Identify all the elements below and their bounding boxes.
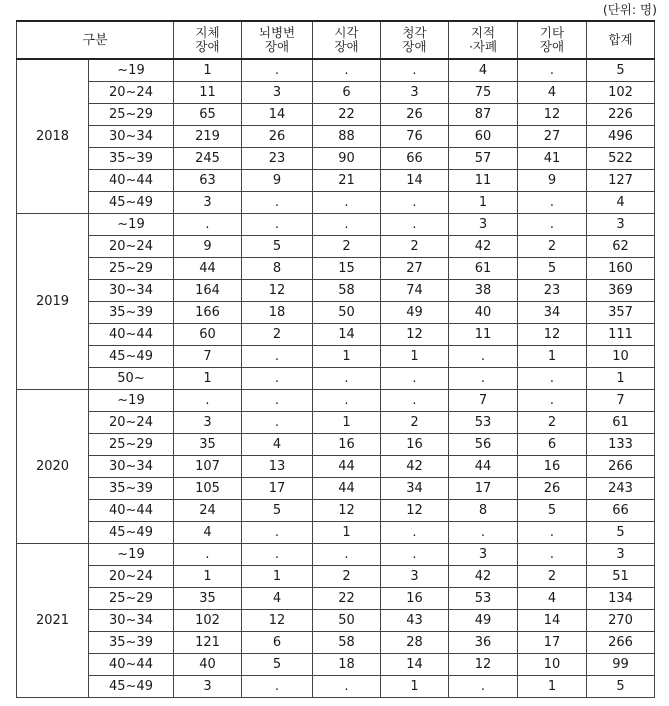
value-cell: 2 [518, 566, 587, 588]
header-column [449, 21, 518, 59]
table-row [17, 192, 655, 214]
value-cell: 50 [313, 610, 381, 632]
table-row [17, 390, 655, 412]
value-cell: 522 [587, 148, 655, 170]
age-cell: 25~29 [89, 434, 174, 456]
value-cell: 49 [381, 302, 449, 324]
value-cell: 14 [518, 610, 587, 632]
value-cell: 6 [518, 434, 587, 456]
value-cell: 3 [449, 214, 518, 236]
value-cell: 61 [449, 258, 518, 280]
value-cell: . [381, 368, 449, 390]
value-cell: 6 [242, 632, 313, 654]
header-column [242, 21, 313, 59]
value-cell: 24 [174, 500, 242, 522]
age-cell: 25~29 [89, 588, 174, 610]
value-cell: 134 [587, 588, 655, 610]
value-cell: 90 [313, 148, 381, 170]
table-row [17, 566, 655, 588]
value-cell: 107 [174, 456, 242, 478]
value-cell: 16 [518, 456, 587, 478]
value-cell: . [449, 522, 518, 544]
age-cell: 35~39 [89, 478, 174, 500]
table-row [17, 522, 655, 544]
value-cell: . [518, 390, 587, 412]
value-cell: 44 [174, 258, 242, 280]
table-row [17, 610, 655, 632]
value-cell: 26 [381, 104, 449, 126]
value-cell: 14 [381, 654, 449, 676]
value-cell: 357 [587, 302, 655, 324]
value-cell: 51 [587, 566, 655, 588]
value-cell: 34 [381, 478, 449, 500]
value-cell: 1 [518, 346, 587, 368]
value-cell: 5 [518, 258, 587, 280]
value-cell: . [174, 544, 242, 566]
table-row [17, 104, 655, 126]
value-cell: . [518, 214, 587, 236]
value-cell: 40 [449, 302, 518, 324]
table-row [17, 126, 655, 148]
value-cell: 1 [313, 412, 381, 434]
value-cell: 2 [313, 236, 381, 258]
header-column [174, 21, 242, 59]
age-cell: ~19 [89, 390, 174, 412]
value-cell: . [242, 59, 313, 82]
header-column-line2: 장애 [195, 39, 220, 54]
value-cell: 2 [381, 236, 449, 258]
value-cell: 15 [313, 258, 381, 280]
value-cell: 87 [449, 104, 518, 126]
table-row [17, 588, 655, 610]
age-cell: 45~49 [89, 346, 174, 368]
value-cell: 99 [587, 654, 655, 676]
table-row [17, 544, 655, 566]
value-cell: 4 [449, 59, 518, 82]
value-cell: 12 [518, 324, 587, 346]
disability-employment-table [16, 20, 655, 698]
table-row [17, 346, 655, 368]
value-cell: . [449, 676, 518, 698]
value-cell: 66 [381, 148, 449, 170]
value-cell: 1 [174, 566, 242, 588]
value-cell: . [381, 192, 449, 214]
value-cell: 75 [449, 82, 518, 104]
value-cell: 16 [381, 588, 449, 610]
value-cell: 1 [449, 192, 518, 214]
value-cell: . [174, 214, 242, 236]
value-cell: 2 [242, 324, 313, 346]
value-cell: 22 [313, 588, 381, 610]
value-cell: 1 [381, 346, 449, 368]
value-cell: 160 [587, 258, 655, 280]
age-cell: 30~34 [89, 456, 174, 478]
value-cell: 5 [242, 500, 313, 522]
table-row [17, 632, 655, 654]
value-cell: 56 [449, 434, 518, 456]
value-cell: 4 [242, 434, 313, 456]
value-cell: 5 [587, 59, 655, 82]
value-cell: . [242, 214, 313, 236]
value-cell: 26 [518, 478, 587, 500]
value-cell: 42 [449, 566, 518, 588]
header-group: 구분 [17, 21, 174, 59]
value-cell: 5 [518, 500, 587, 522]
value-cell: . [242, 676, 313, 698]
value-cell: 7 [587, 390, 655, 412]
value-cell: 5 [587, 676, 655, 698]
value-cell: 1 [242, 566, 313, 588]
value-cell: . [313, 192, 381, 214]
age-cell: ~19 [89, 59, 174, 82]
value-cell: 35 [174, 434, 242, 456]
value-cell: 4 [518, 82, 587, 104]
value-cell: 5 [242, 654, 313, 676]
value-cell: 121 [174, 632, 242, 654]
header-row [17, 21, 655, 59]
value-cell: 63 [174, 170, 242, 192]
table-header [17, 21, 655, 59]
value-cell: 11 [449, 324, 518, 346]
value-cell: 3 [174, 412, 242, 434]
header-column-line1: 합계 [608, 32, 633, 47]
age-cell: 40~44 [89, 654, 174, 676]
value-cell: 2 [518, 412, 587, 434]
value-cell: . [242, 412, 313, 434]
table-row [17, 478, 655, 500]
header-column-line2: 장애 [334, 39, 359, 54]
table-row [17, 170, 655, 192]
value-cell: 57 [449, 148, 518, 170]
value-cell: 12 [518, 104, 587, 126]
value-cell: 8 [242, 258, 313, 280]
value-cell: 53 [449, 412, 518, 434]
age-cell: 20~24 [89, 566, 174, 588]
value-cell: 17 [242, 478, 313, 500]
value-cell: 58 [313, 632, 381, 654]
header-column [313, 21, 381, 59]
value-cell: 1 [174, 59, 242, 82]
value-cell: 226 [587, 104, 655, 126]
value-cell: 4 [174, 522, 242, 544]
age-cell: 50~ [89, 368, 174, 390]
table-row [17, 258, 655, 280]
value-cell: . [449, 346, 518, 368]
header-column-line1: 기타 [539, 25, 565, 40]
table-row [17, 456, 655, 478]
age-cell: 45~49 [89, 192, 174, 214]
header-column-line2: 장애 [264, 39, 290, 54]
value-cell: 2 [518, 236, 587, 258]
value-cell: 14 [313, 324, 381, 346]
value-cell: 65 [174, 104, 242, 126]
value-cell: 58 [313, 280, 381, 302]
header-column-line1: 청각 [402, 25, 427, 40]
header-column-line2: 장애 [539, 39, 565, 54]
value-cell: 133 [587, 434, 655, 456]
header-column-line1: 시각 [334, 25, 359, 40]
value-cell: 17 [449, 478, 518, 500]
table-row [17, 676, 655, 698]
age-cell: 45~49 [89, 676, 174, 698]
value-cell: 1 [587, 368, 655, 390]
value-cell: 36 [449, 632, 518, 654]
value-cell: 42 [449, 236, 518, 258]
value-cell: 23 [518, 280, 587, 302]
age-cell: 20~24 [89, 412, 174, 434]
value-cell: 6 [313, 82, 381, 104]
value-cell: . [242, 522, 313, 544]
value-cell: 1 [174, 368, 242, 390]
age-cell: 35~39 [89, 302, 174, 324]
value-cell: . [313, 676, 381, 698]
value-cell: 16 [381, 434, 449, 456]
table-row [17, 236, 655, 258]
value-cell: 245 [174, 148, 242, 170]
value-cell: . [381, 214, 449, 236]
age-cell: 25~29 [89, 258, 174, 280]
value-cell: . [242, 346, 313, 368]
value-cell: 14 [242, 104, 313, 126]
value-cell: 7 [449, 390, 518, 412]
age-cell: 40~44 [89, 170, 174, 192]
unit-label: (단위: 명) [602, 2, 657, 17]
table-row [17, 368, 655, 390]
value-cell: 28 [381, 632, 449, 654]
age-cell: 30~34 [89, 610, 174, 632]
value-cell: . [242, 544, 313, 566]
value-cell: 50 [313, 302, 381, 324]
value-cell: 88 [313, 126, 381, 148]
table-row [17, 280, 655, 302]
year-cell: 2020 [17, 390, 89, 544]
value-cell: 219 [174, 126, 242, 148]
value-cell: 13 [242, 456, 313, 478]
header-column [381, 21, 449, 59]
value-cell: 12 [242, 280, 313, 302]
header-column-line1: 지적 [470, 25, 496, 40]
value-cell: 9 [242, 170, 313, 192]
table-row [17, 500, 655, 522]
value-cell: 12 [313, 500, 381, 522]
value-cell: 12 [381, 324, 449, 346]
value-cell: . [242, 368, 313, 390]
table-row [17, 412, 655, 434]
value-cell: 5 [242, 236, 313, 258]
value-cell: 17 [518, 632, 587, 654]
value-cell: 76 [381, 126, 449, 148]
value-cell: 4 [242, 588, 313, 610]
value-cell: 21 [313, 170, 381, 192]
value-cell: 41 [518, 148, 587, 170]
value-cell: 1 [313, 522, 381, 544]
value-cell: . [381, 59, 449, 82]
age-cell: 35~39 [89, 632, 174, 654]
value-cell: 270 [587, 610, 655, 632]
year-cell: 2021 [17, 544, 89, 698]
value-cell: 35 [174, 588, 242, 610]
value-cell: 3 [587, 214, 655, 236]
value-cell: 22 [313, 104, 381, 126]
value-cell: 3 [381, 82, 449, 104]
age-cell: 35~39 [89, 148, 174, 170]
age-cell: 45~49 [89, 522, 174, 544]
value-cell: . [518, 59, 587, 82]
value-cell: 102 [174, 610, 242, 632]
header-column-line1: 지체 [195, 25, 220, 40]
value-cell: . [381, 390, 449, 412]
value-cell: 9 [174, 236, 242, 258]
value-cell: 42 [381, 456, 449, 478]
value-cell: 4 [518, 588, 587, 610]
value-cell: 44 [449, 456, 518, 478]
value-cell: 34 [518, 302, 587, 324]
value-cell: . [242, 192, 313, 214]
value-cell: 16 [313, 434, 381, 456]
value-cell: . [174, 390, 242, 412]
age-cell: 30~34 [89, 280, 174, 302]
value-cell: 2 [313, 566, 381, 588]
value-cell: 8 [449, 500, 518, 522]
value-cell: 1 [518, 676, 587, 698]
value-cell: 60 [449, 126, 518, 148]
value-cell: . [381, 544, 449, 566]
age-cell: 30~34 [89, 126, 174, 148]
age-cell: 25~29 [89, 104, 174, 126]
age-cell: ~19 [89, 544, 174, 566]
value-cell: 10 [587, 346, 655, 368]
header-column [518, 21, 587, 59]
value-cell: . [313, 59, 381, 82]
table-row [17, 82, 655, 104]
value-cell: 266 [587, 456, 655, 478]
value-cell: 38 [449, 280, 518, 302]
value-cell: 23 [242, 148, 313, 170]
value-cell: . [518, 522, 587, 544]
value-cell: . [313, 390, 381, 412]
value-cell: 369 [587, 280, 655, 302]
value-cell: 3 [587, 544, 655, 566]
table-row [17, 654, 655, 676]
value-cell: 44 [313, 456, 381, 478]
value-cell: 14 [381, 170, 449, 192]
value-cell: . [518, 544, 587, 566]
value-cell: 102 [587, 82, 655, 104]
value-cell: 3 [381, 566, 449, 588]
age-cell: 40~44 [89, 324, 174, 346]
value-cell: 266 [587, 632, 655, 654]
value-cell: 496 [587, 126, 655, 148]
value-cell: 53 [449, 588, 518, 610]
value-cell: 61 [587, 412, 655, 434]
value-cell: 40 [174, 654, 242, 676]
value-cell: 62 [587, 236, 655, 258]
value-cell: 11 [174, 82, 242, 104]
year-cell: 2019 [17, 214, 89, 390]
value-cell: 3 [174, 676, 242, 698]
value-cell: 3 [449, 544, 518, 566]
value-cell: 18 [313, 654, 381, 676]
value-cell: . [313, 214, 381, 236]
value-cell: . [518, 192, 587, 214]
age-cell: ~19 [89, 214, 174, 236]
value-cell: 105 [174, 478, 242, 500]
value-cell: 60 [174, 324, 242, 346]
age-cell: 20~24 [89, 236, 174, 258]
age-cell: 40~44 [89, 500, 174, 522]
table-row [17, 148, 655, 170]
value-cell: 2 [381, 412, 449, 434]
value-cell: . [313, 544, 381, 566]
value-cell: 1 [313, 346, 381, 368]
value-cell: 18 [242, 302, 313, 324]
value-cell: 1 [381, 676, 449, 698]
value-cell: 111 [587, 324, 655, 346]
value-cell: 10 [518, 654, 587, 676]
table-row [17, 434, 655, 456]
value-cell: 5 [587, 522, 655, 544]
header-column [587, 21, 655, 59]
value-cell: . [313, 368, 381, 390]
value-cell: 9 [518, 170, 587, 192]
value-cell: 26 [242, 126, 313, 148]
value-cell: 3 [242, 82, 313, 104]
value-cell: . [449, 368, 518, 390]
value-cell: 166 [174, 302, 242, 324]
value-cell: 27 [381, 258, 449, 280]
header-column-line2: 장애 [402, 39, 427, 54]
value-cell: 49 [449, 610, 518, 632]
value-cell: 164 [174, 280, 242, 302]
age-cell: 20~24 [89, 82, 174, 104]
table-row [17, 214, 655, 236]
value-cell: 27 [518, 126, 587, 148]
table-row [17, 302, 655, 324]
value-cell: 4 [587, 192, 655, 214]
value-cell: . [518, 368, 587, 390]
table-row [17, 59, 655, 82]
header-column-line2: ·자폐 [468, 39, 498, 54]
value-cell: 12 [449, 654, 518, 676]
year-cell: 2018 [17, 59, 89, 214]
value-cell: 44 [313, 478, 381, 500]
value-cell: . [242, 390, 313, 412]
value-cell: 11 [449, 170, 518, 192]
value-cell: 3 [174, 192, 242, 214]
value-cell: 127 [587, 170, 655, 192]
table-body [17, 59, 655, 698]
header-column-line1: 뇌병변 [258, 25, 296, 40]
value-cell: . [381, 522, 449, 544]
table-row [17, 324, 655, 346]
value-cell: 43 [381, 610, 449, 632]
value-cell: 7 [174, 346, 242, 368]
value-cell: 12 [381, 500, 449, 522]
value-cell: 12 [242, 610, 313, 632]
value-cell: 243 [587, 478, 655, 500]
value-cell: 74 [381, 280, 449, 302]
value-cell: 66 [587, 500, 655, 522]
